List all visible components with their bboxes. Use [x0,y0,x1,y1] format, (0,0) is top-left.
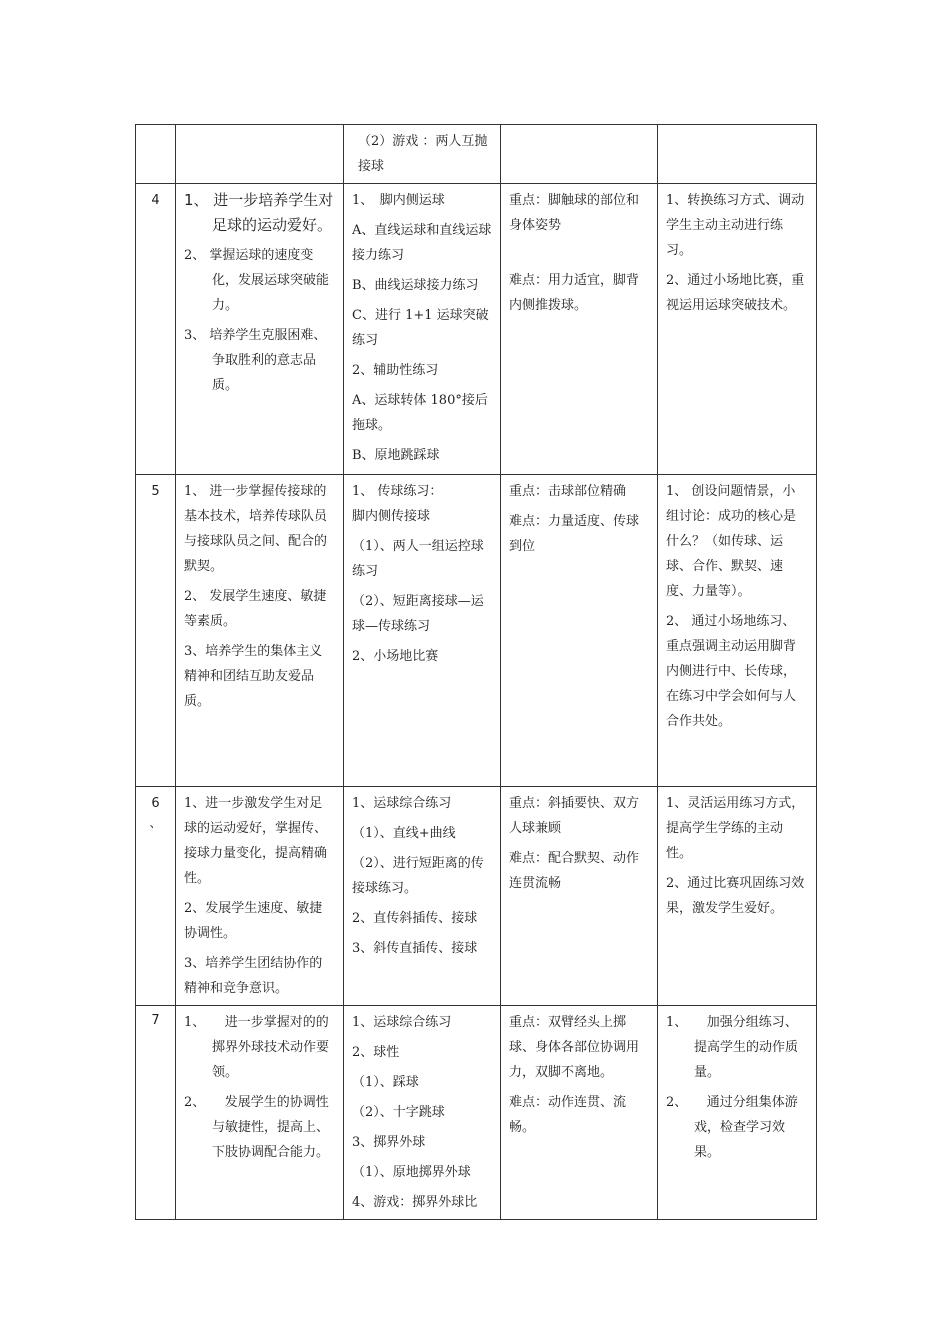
content-item: B、原地跳踩球 [352,448,440,463]
content-item: 2、直传斜插传、接球 [352,911,478,926]
method-item: 2、通过小场地比赛，重视运用运球突破技术。 [666,273,805,313]
lesson-number-suffix: 、 [149,816,162,830]
lesson-number: 5 [151,484,160,499]
content-item: 2、辅助性练习 [352,363,439,378]
lesson-number-cell [136,787,176,1006]
content-cell [344,184,501,475]
goals-cell [176,1006,344,1220]
keypoint-item: 难点：配合默契、动作连贯流畅 [509,851,640,891]
goal-item: 3、培养学生的集体主义精神和团结互助友爱品质。 [184,644,323,709]
content-item: A、直线运球和直线运球接力练习 [352,223,492,263]
goals-cell [176,475,344,787]
table-row [136,1006,817,1220]
lesson-number: 7 [151,1013,160,1028]
content-item: 1、运球综合练习 [352,1015,452,1030]
goal-item: 2、发展学生速度、敏捷协调性。 [184,901,323,941]
keypoint-item: 难点：动作连贯、流畅。 [509,1095,627,1135]
keypoints-cell [501,475,658,787]
content-item: 2、小场地比赛 [352,649,439,664]
goal-item: 1、进一步激发学生对足球的运动爱好，掌握传、接球力量变化，提高精确性。 [184,796,328,886]
goals-cell [176,125,344,184]
keypoints-cell [501,184,658,475]
table-row [136,475,817,787]
content-cell [344,787,501,1006]
content-item: （2）游戏 ：两人互抛接球 [358,134,488,174]
method-item: 2、 通过分组集体游戏，检查学习效果。 [666,1095,798,1160]
lesson-number: 4 [151,193,160,208]
lesson-number-cell [136,475,176,787]
keypoints-cell [501,125,658,184]
methods-cell [658,1006,817,1220]
content-item: 1、运球综合练习 [352,796,452,811]
content-item: （1）、原地掷界外球 [352,1165,471,1180]
lesson-number-cell [136,1006,176,1220]
content-item: （2）、十字跳球 [352,1105,445,1120]
content-cell [344,475,501,787]
content-cell [344,1006,501,1220]
content-item: （2）、短距离接球—运球—传球练习 [352,594,484,634]
goal-item: 1、 进一步培养学生对足球的运动爱好。 [184,191,334,234]
lesson-number: 6 [151,796,160,811]
content-item: A、运球转体 180°接后拖球。 [352,393,488,433]
method-item: 2、通过比赛巩固练习效果，激发学生爱好。 [666,876,805,916]
goal-item: 3、培养学生团结协作的精神和竞争意识。 [184,956,323,996]
lesson-number-cell [136,125,176,184]
keypoint-item: 重点：斜插要快、双方人球兼顾 [509,796,640,836]
content-item: 1、 传球练习： [352,484,443,499]
goal-item: 2、 发展学生速度、敏捷等素质。 [184,589,327,629]
content-item: （1）、直线+曲线 [352,826,456,841]
content-item: 1、 脚内侧运球 [352,193,445,208]
lesson-number-cell [136,184,176,475]
goals-cell [176,787,344,1006]
goal-item: 3、 培养学生克服困难、争取胜利的意志品质。 [184,328,327,393]
content-item: 4、游戏：掷界外球比 [352,1195,478,1210]
methods-cell [658,125,817,184]
content-item: 2、球性 [352,1045,400,1060]
content-item: （2）、进行短距离的传接球练习。 [352,856,484,896]
keypoints-cell [501,787,658,1006]
table-row [136,184,817,475]
keypoints-cell [501,1006,658,1220]
keypoint-item: 重点：击球部位精确 [509,484,627,499]
method-item: 1、 创设问题情景，小组讨论：成功的核心是什么？（如传球、运球、合作、默契、速度、力量等）。 [666,484,797,599]
goal-item: 2、 掌握运球的速度变化，发展运球突破能力。 [184,248,330,313]
goal-item: 1、 进一步掌握对的的掷界外球技术动作要领。 [184,1015,330,1080]
method-item: 1、 加强分组练习、提高学生的动作质量。 [666,1015,799,1080]
goal-item: 2、 发展学生的协调性与敏捷性，提高上、下肢协调配合能力。 [184,1095,330,1160]
keypoint-item: 难点：用力适宜，脚背内侧推拨球。 [509,273,640,313]
lesson-plan-table [135,124,817,1220]
content-item: C、进行 1+1 运球突破练习 [352,308,489,348]
method-item: 1、灵活运用练习方式，提高学生学练的主动性。 [666,796,805,861]
methods-cell [658,475,817,787]
content-item: B、曲线运球接力练习 [352,278,479,293]
keypoint-item: 难点：力量适度、传球到位 [509,514,640,554]
method-item: 1、转换练习方式、调动学生主动主动进行练习。 [666,193,805,258]
content-item: （1）、两人一组运控球练习 [352,539,484,579]
content-item: （1）、踩球 [352,1075,419,1090]
goals-cell [176,184,344,475]
content-item: 脚内侧传接球 [352,509,431,524]
method-item: 2、 通过小场地练习、重点强调主动运用脚背内侧进行中、长传球，在练习中学会如何与人合作共处。 [666,614,797,729]
keypoint-item: 重点：双臂经头上掷球、身体各部位协调用力，双脚不离地。 [509,1015,640,1080]
goal-item: 1、 进一步掌握传接球的基本技术，培养传球队员与接球队员之间、配合的默契。 [184,484,328,574]
keypoint-item: 重点：脚触球的部位和身体姿势 [509,193,640,233]
methods-cell [658,787,817,1006]
content-item: 3、掷界外球 [352,1135,426,1150]
table-row [136,787,817,1006]
table-row [136,125,817,184]
content-item: 3、斜传直插传、接球 [352,941,478,956]
content-cell [344,125,501,184]
methods-cell [658,184,817,475]
